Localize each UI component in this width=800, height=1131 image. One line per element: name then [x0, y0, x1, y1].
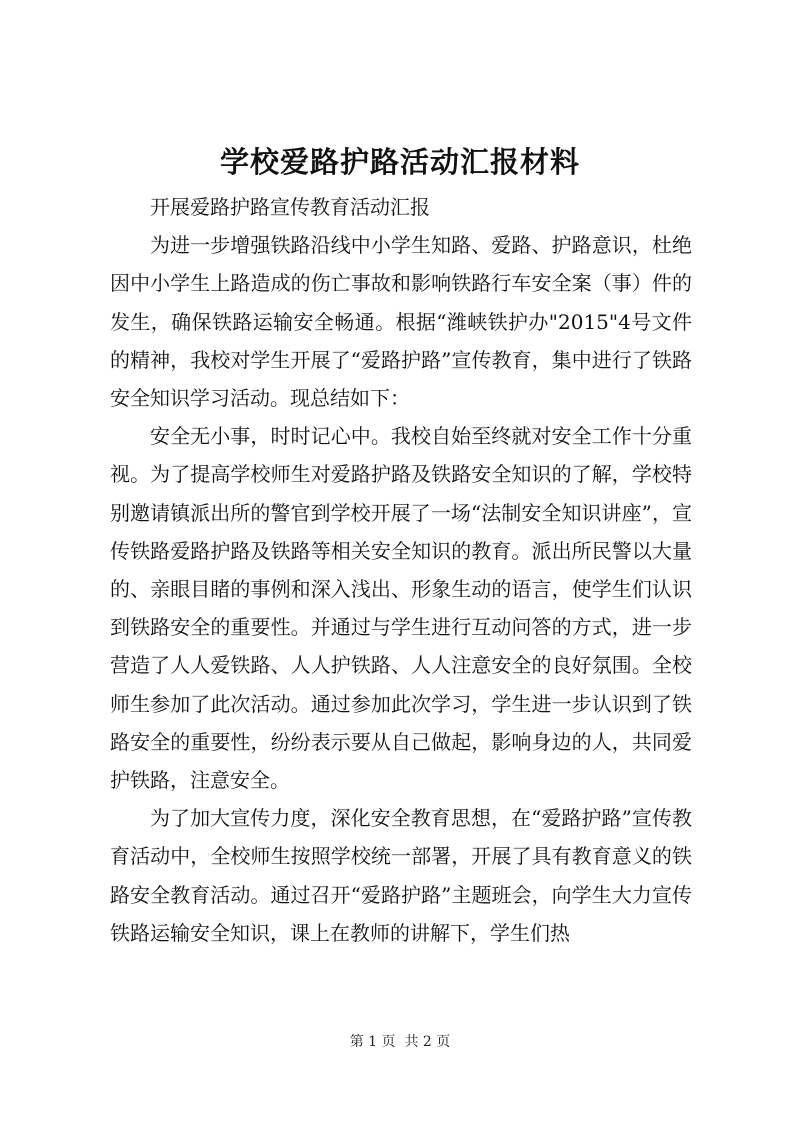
document-body: [110, 188, 692, 952]
document-title: 学校爱路护路活动汇报材料: [219, 145, 580, 179]
body-paragraph-intro: 为进一步增强铁路沿线中小学生知路、爱路、护路意识，杜绝因中小学生上路造成的伤亡事故和影响铁路行车安全案（事）件的发生，确保铁路运输安全畅通。根据“潍峡铁护办"2015"4号文件的精神，我校对学生开展了“爱路护路”宣传教育，集中进行了铁路安全知识学习活动。现总结如下：: [110, 233, 692, 411]
body-paragraph-class-meeting: 为了加大宣传力度，深化安全教育思想，在“爱路护路”宣传教育活动中，全校师生按照学校统一部署，开展了具有教育意义的铁路安全教育活动。通过召开“爱路护路”主题班会，向学生大力宣传铁路运输安全知识，课上在教师的讲解下，学生们热: [110, 806, 692, 945]
body-paragraph-lecture: 安全无小事，时时记心中。我校自始至终就对安全工作十分重视。为了提高学校师生对爱路护路及铁路安全知识的了解，学校特别邀请镇派出所的警官到学校开展了一场“法制安全知识讲座”，宣传铁路爱路护路及铁路等相关安全知识的教育。派出所民警以大量的、亲眼目睹的事例和深入浅出、形象生动的语言，使学生们认识到铁路安全的重要性。并通过与学生进行互动问答的方式，进一步营造了人人爱铁路、人人护铁路、人人注意安全的良好氛围。全校师生参加了此次活动。通过参加此次学习，学生进一步认识到了铁路安全的重要性，纷纷表示要从自己做起，影响身边的人，共同爱护铁路，注意安全。: [110, 424, 692, 793]
subtitle-paragraph: 开展爱路护路宣传教育活动汇报: [150, 195, 430, 219]
page-number-label: 第 1 页 共 2 页: [349, 1034, 451, 1050]
page-footer: [0, 1032, 800, 1052]
